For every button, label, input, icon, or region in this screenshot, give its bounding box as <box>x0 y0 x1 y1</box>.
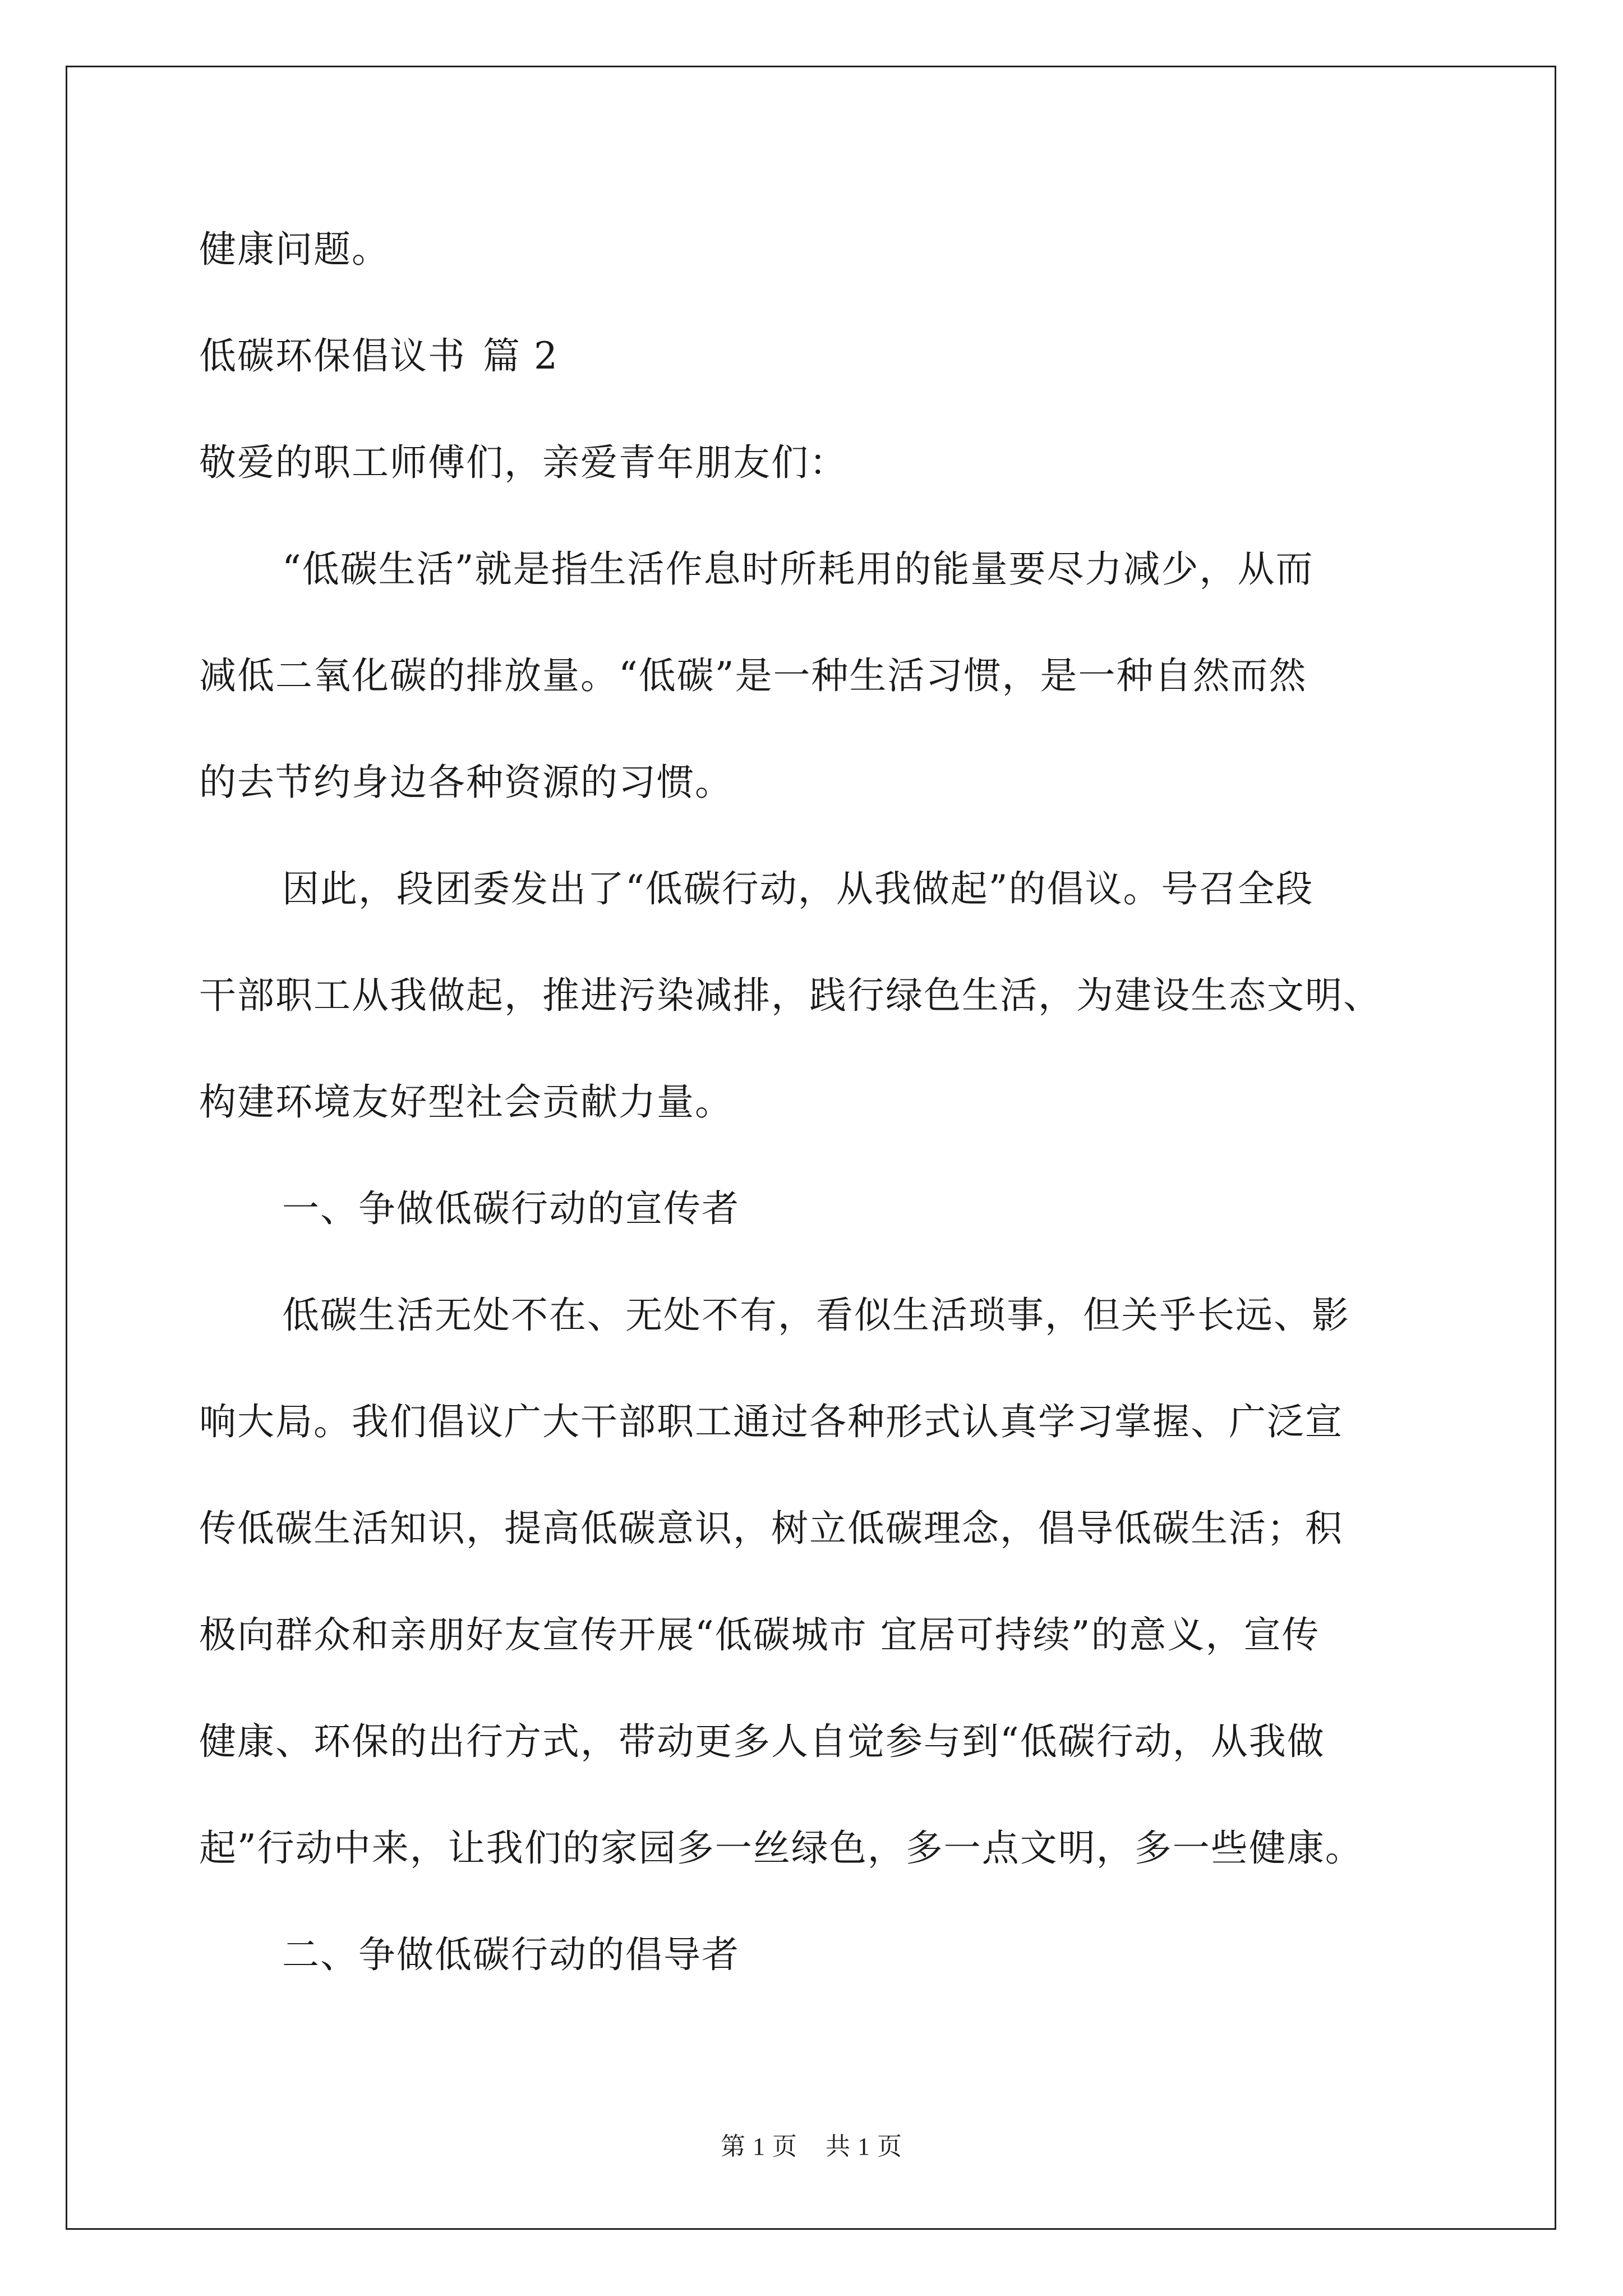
section-title <box>199 303 1455 409</box>
page-footer <box>0 2126 1623 2162</box>
section-number: 篇 2 <box>483 334 559 378</box>
subheading: 二、争做低碳行动的倡导者 <box>282 1933 740 1976</box>
paragraph-line: 因此，段团委发出了“低碳行动，从我做起”的倡议。号召全段 <box>282 867 1314 910</box>
paragraph-line: 传低碳生活知识，提高低碳意识，树立低碳理念，倡导低碳生活；积 <box>199 1507 1343 1550</box>
paragraph-line: 减低二氧化碳的排放量。“低碳”是一种生活习惯，是一种自然而然 <box>199 654 1307 697</box>
page-number: 第 1 页 <box>721 2133 797 2160</box>
paragraph-line: “低碳生活”就是指生活作息时所耗用的能量要尽力减少，从而 <box>282 547 1314 591</box>
section-title-text: 低碳环保倡议书 <box>199 334 466 378</box>
subheading: 一、争做低碳行动的宣传者 <box>282 1187 740 1230</box>
paragraph-line: 极向群众和亲朋好友宣传开展“低碳城市 宜居可持续”的意义，宣传 <box>199 1613 1320 1657</box>
paragraph-line: 构建环境友好型社会贡献力量。 <box>199 1080 733 1124</box>
document-body <box>199 196 1455 2008</box>
page-total: 共 1 页 <box>826 2133 902 2160</box>
paragraph-line: 低碳生活无处不在、无处不有，看似生活琐事，但关乎长远、影 <box>282 1294 1350 1337</box>
paragraph-line: 起”行动中来，让我们的家园多一丝绿色，多一点文明，多一些健康。 <box>199 1826 1363 1870</box>
paragraph-line: 的去节约身边各种资源的习惯。 <box>199 761 733 804</box>
paragraph-line: 健康、环保的出行方式，带动更多人自觉参与到“低碳行动，从我做 <box>199 1720 1325 1763</box>
paragraph-line: 响大局。我们倡议广大干部职工通过各种形式认真学习掌握、广泛宣 <box>199 1400 1343 1443</box>
salutation: 敬爱的职工师傅们，亲爱青年朋友们： <box>199 441 847 484</box>
paragraph-line: 干部职工从我做起，推进污染减排，践行绿色生活，为建设生态文明、 <box>199 974 1381 1017</box>
text-line: 健康问题。 <box>199 228 390 271</box>
